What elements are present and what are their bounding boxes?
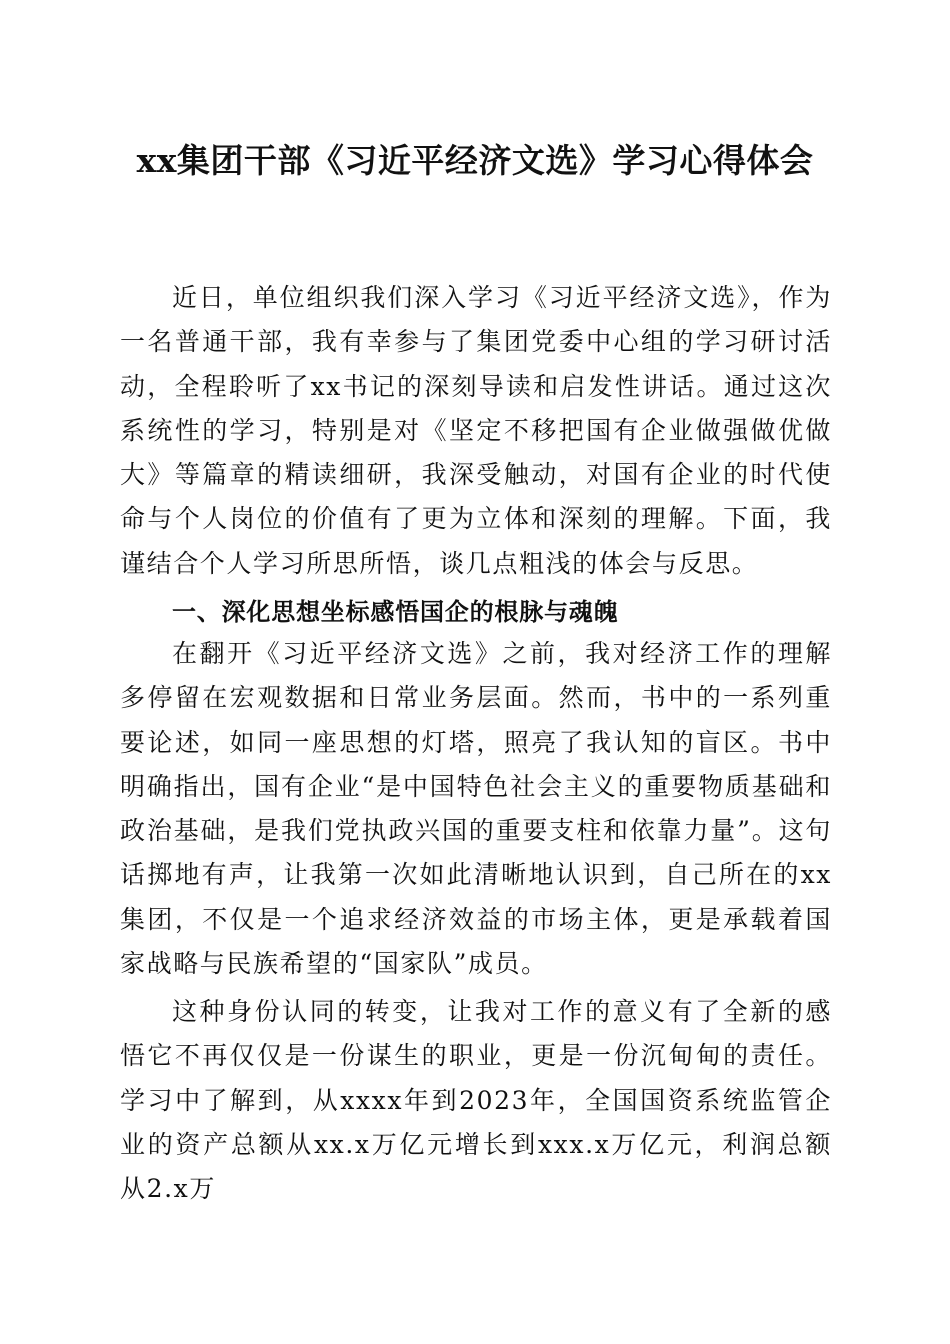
intro-paragraph: 近日，单位组织我们深入学习《习近平经济文选》，作为一名普通干部，我有幸参与了集团党委中心组的学习研讨活动，全程聆听了xx书记的深刻导读和启发性讲话。通过这次系统性的学习，特别是对《坚定不移把国有企业做强做优做大》等篇章的精读细研，我深受触动，对国有企业的时代使命与个人岗位的价值有了更为立体和深刻的理解。下面，我谨结合个人学习所思所悟，谈几点粗浅的体会与反思。 (120, 283, 832, 578)
section-paragraph: 在翻开《习近平经济文选》之前，我对经济工作的理解多停留在宏观数据和日常业务层面。然而，书中的一系列重要论述，如同一座思想的灯塔，照亮了我认知的盲区。书中明确指出，国有企业“是中国特色社会主义的重要物质基础和政治基础，是我们党执政兴国的重要支柱和依靠力量”。这句话掷地有声，让我第一次如此清晰地认识到，自己所在的xx集团，不仅是一个追求经济效益的市场主体，更是承载着国家战略与民族希望的“国家队”成员。 (120, 639, 832, 979)
section-paragraph: 这种身份认同的转变，让我对工作的意义有了全新的感悟它不再仅仅是一份谋生的职业，更是一份沉甸甸的责任。学习中了解到，从xxxx年到2023年，全国国资系统监管企业的资产总额从xx.x万亿元增长到xxx.x万亿元，利润总额从2.x万 (120, 997, 832, 1204)
page-title: xx集团干部《习近平经济文选》学习心得体会 (136, 141, 814, 180)
section-heading: 一、深化思想坐标感悟国企的根脉与魂魄 (172, 598, 619, 626)
